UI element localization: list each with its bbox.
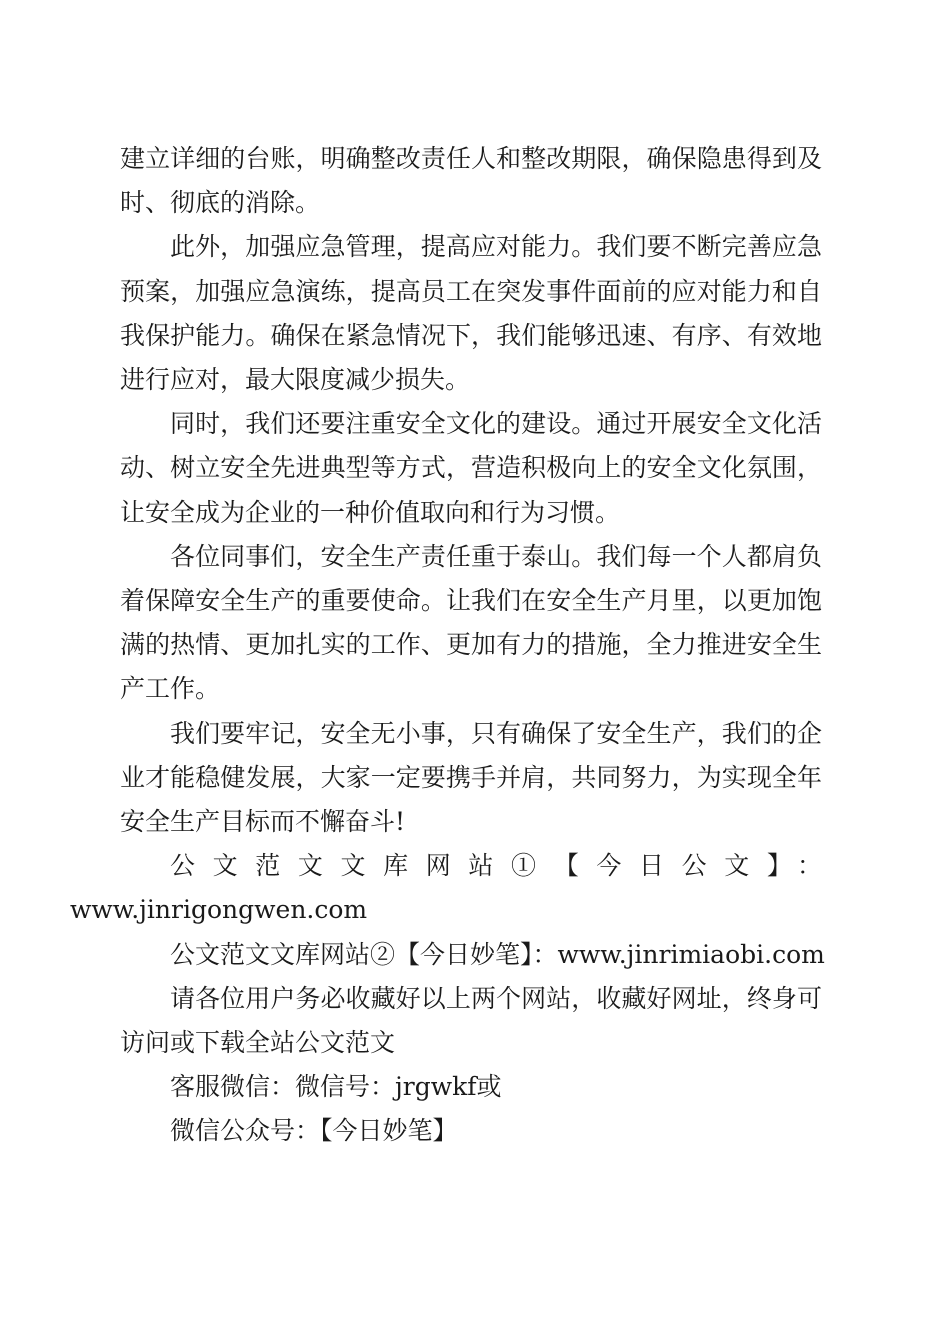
document-page xyxy=(70,137,825,1154)
site-1-url[interactable]: www.jinrigongwen.com xyxy=(70,895,368,925)
notice-paragraph: 请各位用户务必收藏好以上两个网站，收藏好网址，终身可访问或下载全站公文范文 xyxy=(120,983,822,1058)
service-wechat-line: 客服微信：微信号：jrgwkf或 xyxy=(170,1072,502,1102)
body-paragraph-conclusion: 我们要牢记，安全无小事，只有确保了安全生产，我们的企业才能稳健发展，大家一定要携手并肩，共同努力，为实现全年安全生产目标而不懈奋斗! xyxy=(120,718,822,837)
site-2-line[interactable]: 公文范文文库网站②【今日妙笔】：www.jinrimiaobi.com xyxy=(170,939,825,969)
body-paragraph-continued: 建立详细的台账，明确整改责任人和整改期限，确保隐患得到及时、彻底的消除。 xyxy=(120,144,822,218)
body-paragraph-responsibility: 各位同事们，安全生产责任重于泰山。我们每一个人都肩负着保障安全生产的重要使命。让我们在安全生产月里，以更加饱满的热情、更加扎实的工作、更加有力的措施，全力推进安全生产工作。 xyxy=(120,541,822,704)
body-paragraph-culture: 同时，我们还要注重安全文化的建设。通过开展安全文化活动、树立安全先进典型等方式，营造积极向上的安全文化氛围，让安全成为企业的一种价值取向和行为习惯。 xyxy=(120,409,822,527)
site-1-label: 公文范文文库网站①【今日公文】： xyxy=(170,851,822,881)
body-paragraph-emergency: 此外，加强应急管理，提高应对能力。我们要不断完善应急预案，加强应急演练，提高员工在突发事件面前的应对能力和自我保护能力。确保在紧急情况下，我们能够迅速、有序、有效地进行应对，最大限度减少损失。 xyxy=(120,232,822,395)
public-account-line: 微信公众号：【今日妙笔】 xyxy=(170,1116,458,1146)
site-1-line xyxy=(70,844,822,932)
